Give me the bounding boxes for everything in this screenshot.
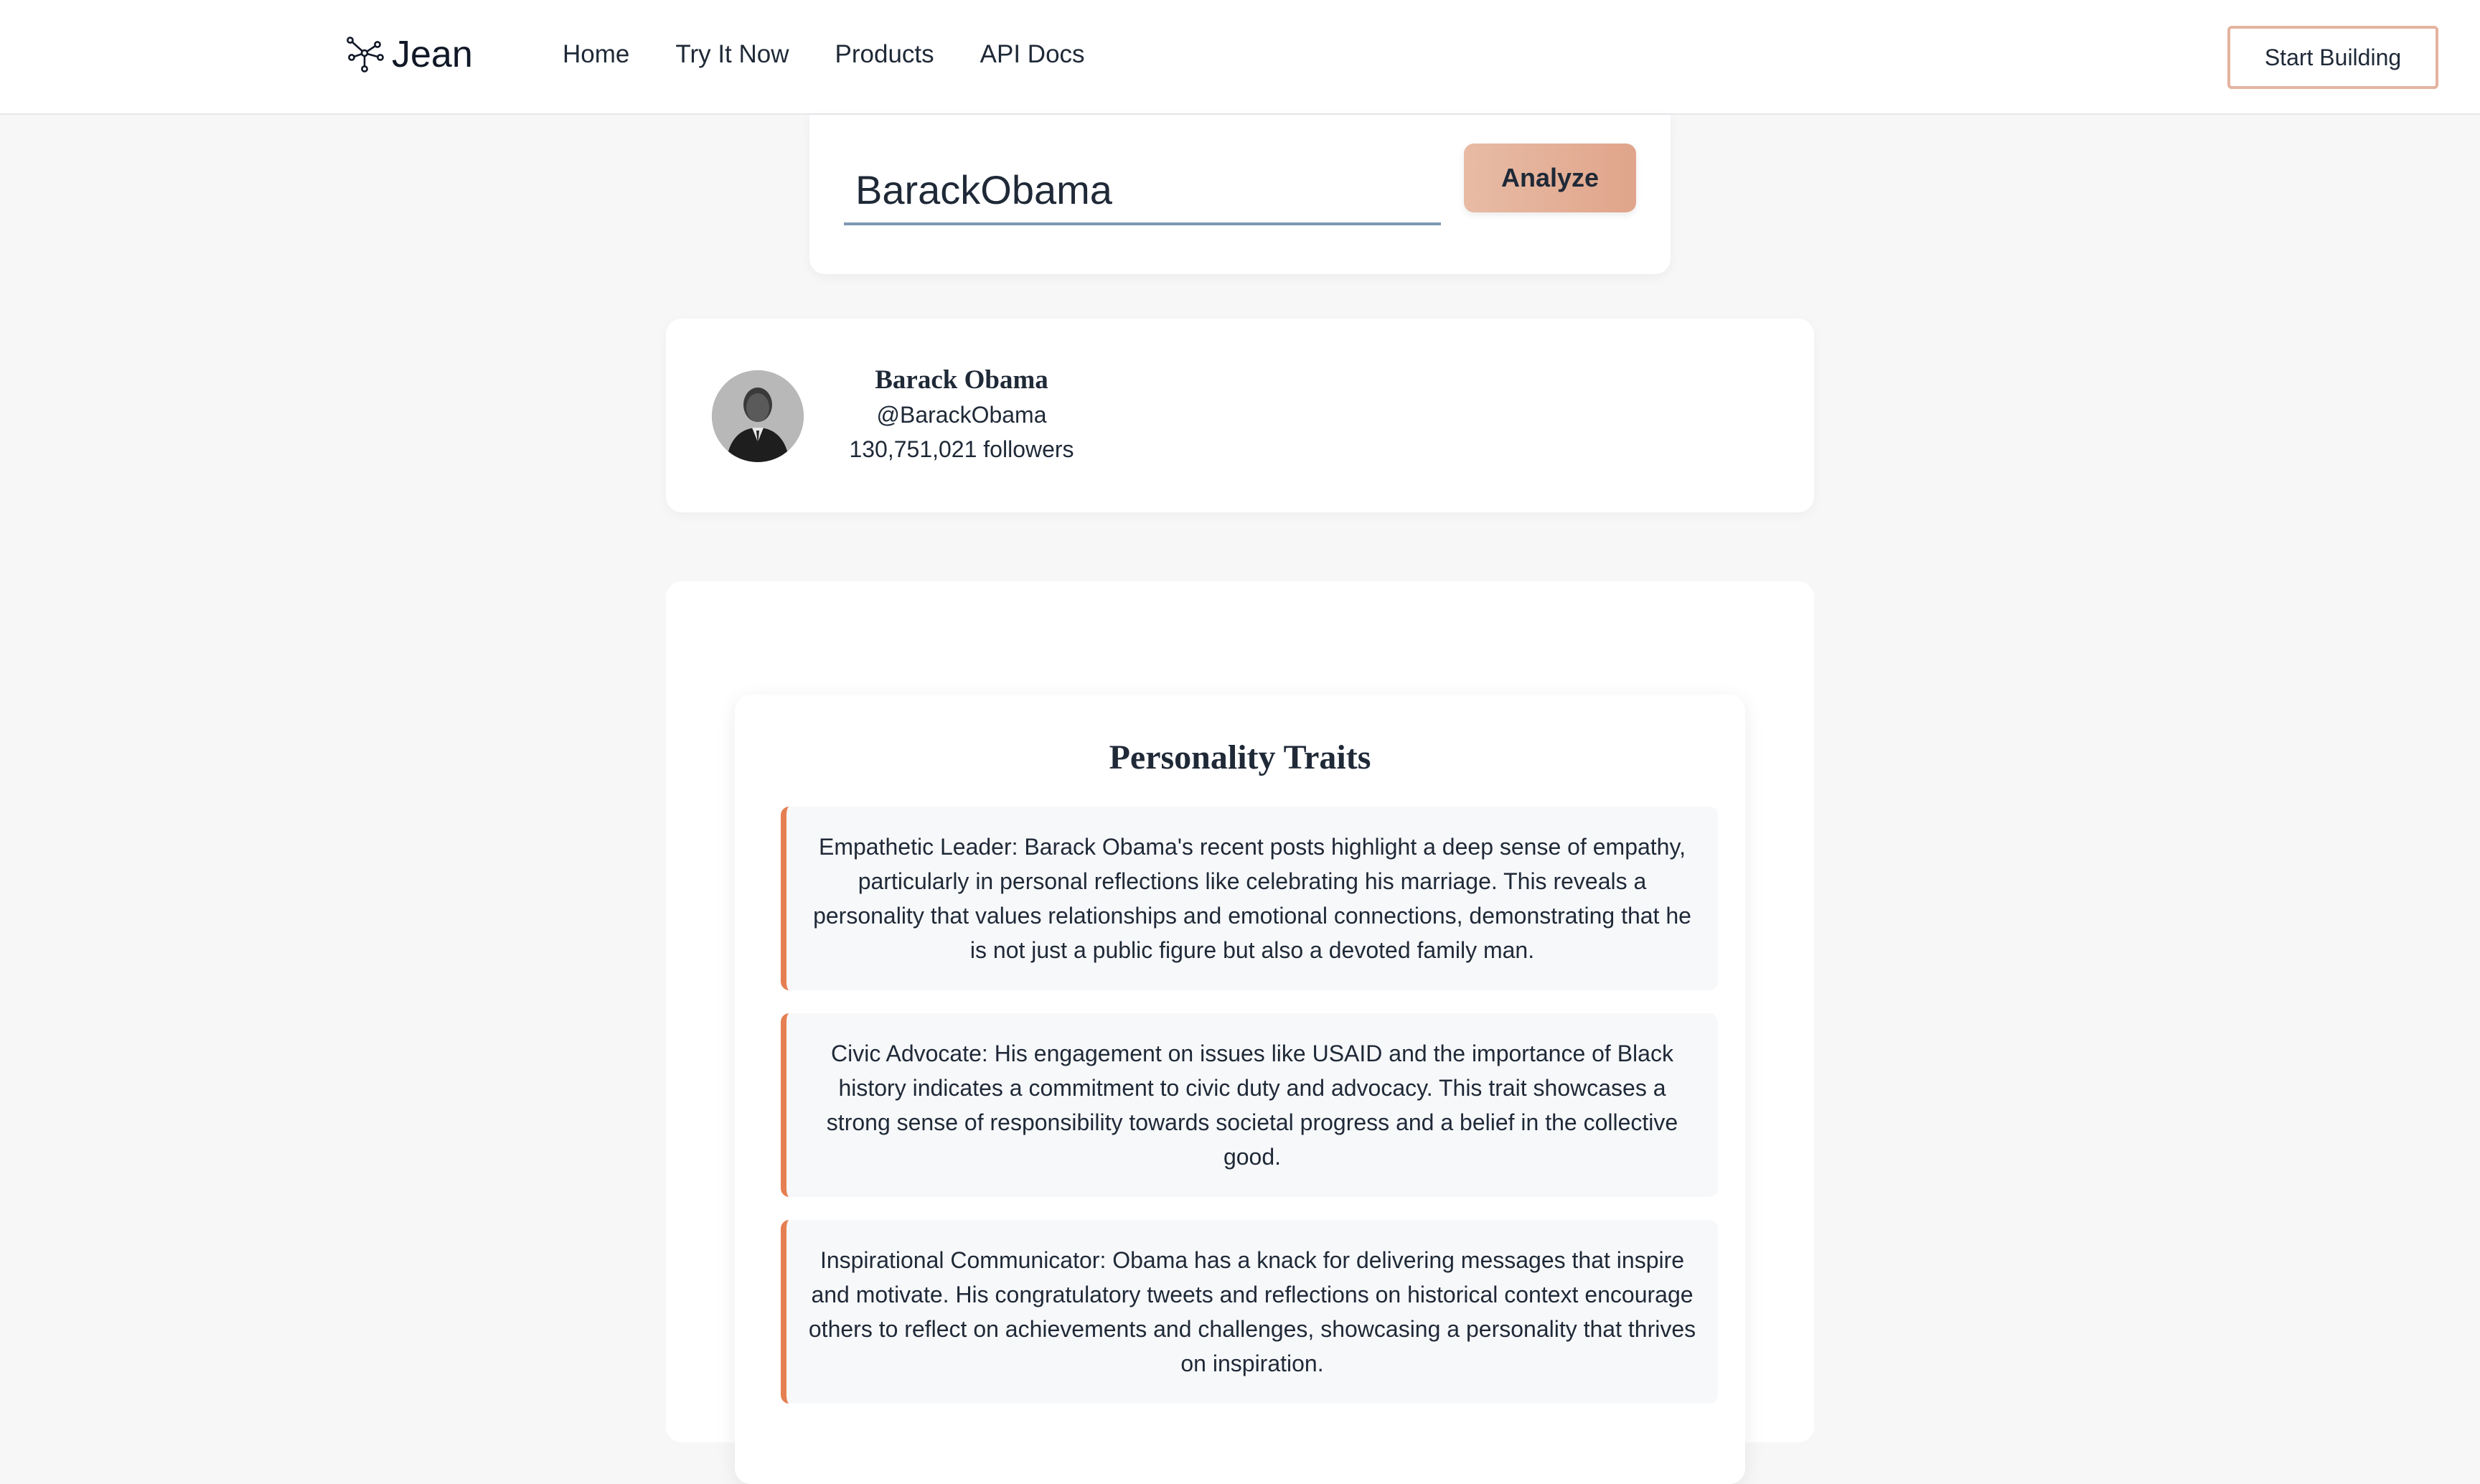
trait-text: Civic Advocate: His engagement on issues like USAID and the importance of Black history indicates a commitment to civic duty and advocacy. This trait showcases a strong sense of responsibility towards societal progress and a belief in the collective good. [826, 1041, 1678, 1170]
section-title: Personality Traits [1109, 738, 1371, 776]
trait-item [781, 807, 1718, 990]
main-nav [563, 40, 1085, 69]
nav-products[interactable]: Products [835, 40, 934, 68]
avatar [712, 370, 804, 462]
top-navbar [0, 0, 2480, 115]
trait-text: Inspirational Communicator: Obama has a knack for delivering messages that inspire and motivate. His congratulatory tweets and reflections on historical context encourage others to reflect on achievements and challenges, showcasing a personality that thrives on inspiration. [808, 1247, 1696, 1376]
profile-name: Barack Obama [875, 365, 1048, 395]
trait-item [781, 1013, 1718, 1197]
profile-handle[interactable]: @BarackObama [876, 402, 1047, 428]
network-logo-icon [343, 33, 386, 76]
start-building-button[interactable]: Start Building [2227, 26, 2438, 89]
personality-traits-card [735, 695, 1745, 1484]
nav-home[interactable]: Home [563, 40, 630, 68]
profile-photo [712, 370, 804, 462]
trait-item [781, 1220, 1718, 1404]
username-search-input[interactable] [844, 156, 1441, 225]
profile-info [825, 363, 1098, 466]
brand-logo[interactable] [343, 33, 473, 76]
nav-api-docs[interactable]: API Docs [980, 40, 1085, 68]
brand-name: Jean [392, 34, 473, 75]
profile-followers: 130,751,021 followers [849, 436, 1074, 463]
profile-card [666, 319, 1814, 512]
nav-try-it-now[interactable]: Try It Now [675, 40, 789, 68]
search-card [809, 115, 1671, 274]
trait-text: Empathetic Leader: Barack Obama's recent posts highlight a deep sense of empathy, particularly in personal reflections like celebrating his marriage. This reveals a personality that values relationships and emotional connections, demonstrating that he is not just a public figure but also a devoted family man. [813, 834, 1691, 963]
analyze-button[interactable]: Analyze [1464, 144, 1636, 212]
